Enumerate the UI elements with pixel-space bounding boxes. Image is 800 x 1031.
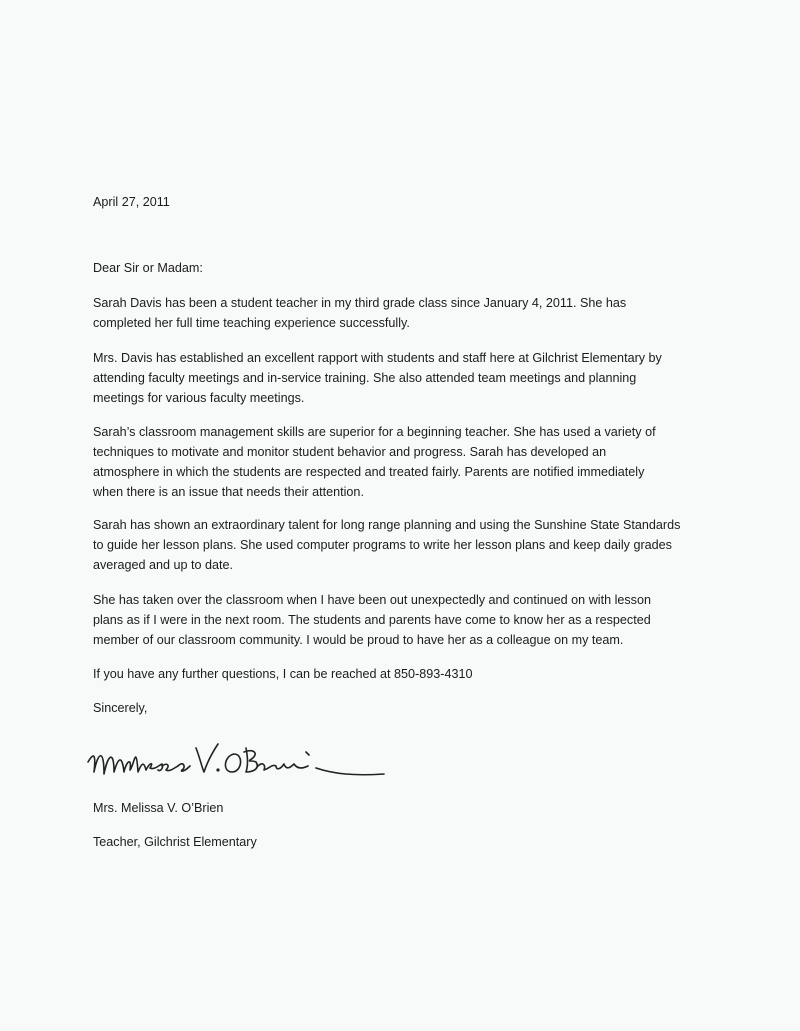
- letter-date: April 27, 2011: [93, 195, 170, 209]
- paragraph-2: Mrs. Davis has established an excellent rapport with students and staff here at Gilchrist Elementary by attending faculty meetings and in-service training. She also attended team meetings and planning meetings for various faculty meetings.: [93, 351, 662, 405]
- paragraph-1: Sarah Davis has been a student teacher in my third grade class since January 4, 2011. She has completed her full time teaching experience successfully.: [93, 296, 627, 330]
- paragraph-4: Sarah has shown an extraordinary talent for long range planning and using the Sunshine State Standards to guide her lesson plans. She used computer programs to write her lesson plans and keep daily grades averaged and up to date.: [93, 518, 681, 572]
- handwritten-signature: [84, 732, 404, 792]
- closing: Sincerely,: [93, 701, 148, 715]
- paragraph-5: She has taken over the classroom when I have been out unexpectedly and continued on with lesson plans as if I were in the next room. The students and parents have come to know her as a respected member of our classroom community. I would be proud to have her as a colleague on my team.: [93, 593, 651, 647]
- salutation: Dear Sir or Madam:: [93, 261, 203, 275]
- contact-line: If you have any further questions, I can be reached at 850-893-4310: [93, 667, 473, 681]
- signer-name: Mrs. Melissa V. O’Brien: [93, 801, 224, 815]
- signer-title: Teacher, Gilchrist Elementary: [93, 835, 257, 849]
- paragraph-3: Sarah’s classroom management skills are superior for a beginning teacher. She has used a variety of techniques to motivate and monitor student behavior and progress. Sarah has developed an atmosphere in which the students are respected and treated fairly. Parents are notified immediately when there is an issue that needs their attention.: [93, 425, 656, 499]
